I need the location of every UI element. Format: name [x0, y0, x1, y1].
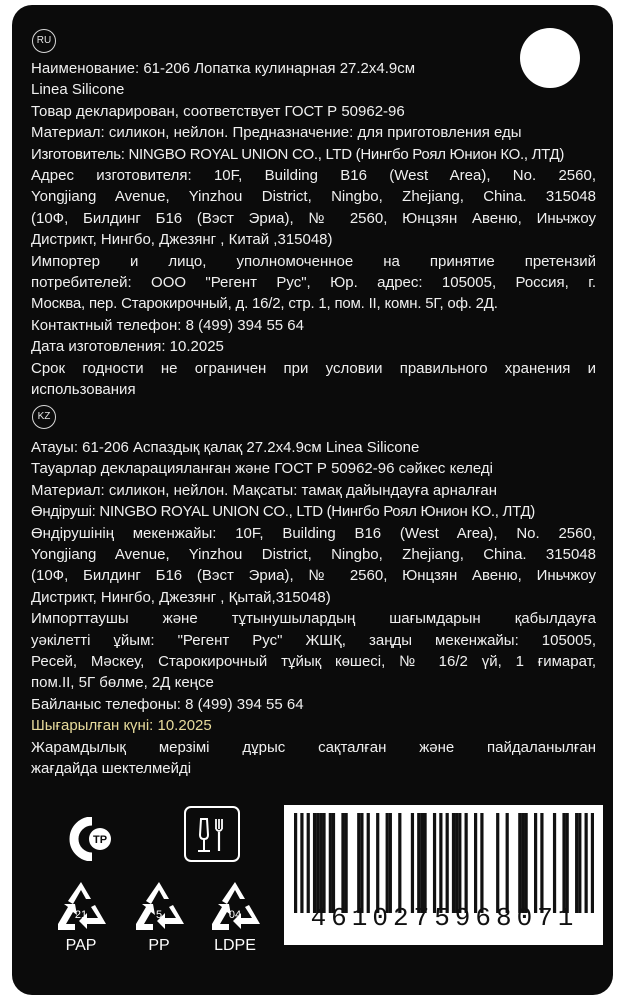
- barcode-bar: [376, 813, 379, 913]
- barcode-bar: [540, 813, 543, 913]
- recycling-code: 5: [155, 909, 163, 921]
- ru-line: потребителей: ООО "Регент Рус", Юр. адрес: 105005, Россия, г.: [31, 274, 596, 292]
- barcode-bar: [417, 813, 420, 913]
- ru-line: (10Ф, Билдинг Б16 (Вэст Эриа), № 2560, Юнцзян Авеню, Иньчжоу: [31, 209, 596, 227]
- barcode-bar: [316, 813, 319, 913]
- barcode-bar: [591, 813, 594, 913]
- kz-line: Тауарлар декларацияланған және ГОСТ Р 50962-96 сәйкес келеді: [31, 460, 494, 478]
- barcode-bar: [566, 813, 569, 913]
- barcode-bar: [446, 813, 449, 913]
- kz-line: уәкілетті ұйым: "Регент Рус" ЖШҚ, заңды мекенжайы: 105005,: [31, 631, 596, 649]
- barcode-bar: [423, 813, 426, 913]
- recycle-icon: [127, 877, 191, 935]
- kz-line: Шығарылған күні: 10.2025: [31, 717, 212, 735]
- barcode-bar: [420, 813, 423, 913]
- product-label-card: [12, 5, 613, 995]
- barcode-bar: [433, 813, 436, 913]
- barcode-bar: [386, 813, 389, 913]
- recycling-label: PP: [148, 937, 170, 954]
- kz-line: жағдайда шектелмейді: [31, 760, 192, 778]
- barcode-bar: [452, 813, 455, 913]
- food-contact-icon: [183, 805, 241, 863]
- barcode-bar: [525, 813, 528, 913]
- kz-line: Өндірушінің мекенжайы: 10F, Building B16 (West Area), No. 2560,: [31, 524, 596, 542]
- barcode-bar: [300, 813, 303, 913]
- barcode-bar: [562, 813, 565, 913]
- barcode-bar: [411, 813, 414, 913]
- recycling-symbol-ldpe: [203, 877, 267, 965]
- barcode-bar: [389, 813, 392, 913]
- barcode-bar: [345, 813, 348, 913]
- recycle-icon: [49, 877, 113, 935]
- barcode-bar: [367, 813, 370, 913]
- kz-line: Жарамдылық мерзімі дұрыс сақталған және пайдаланылған: [31, 738, 596, 756]
- recycle-icon: [203, 877, 267, 935]
- kz-language-badge: KZ: [32, 405, 56, 429]
- kz-line: Ресей, Мәскеу, Старокирочный тұйық көшесі, № 16/2 үй, 1 ғимарат,: [31, 653, 596, 671]
- ru-line: Дата изготовления: 10.2025: [31, 338, 224, 356]
- barcode-bar: [534, 813, 537, 913]
- ru-line: Импортер и лицо, уполномоченное на принятие претензий: [31, 252, 596, 270]
- ru-line: Yongjiang Avenue, Yinzhou District, Ningbo, Zhejiang, China. 315048: [31, 188, 596, 206]
- barcode-bar: [455, 813, 458, 913]
- recycling-symbol-pap: [49, 877, 113, 965]
- kz-line: Импорттаушы және тұтынушылардың шағымдарын қабылдауға: [31, 610, 596, 628]
- barcode-bar: [474, 813, 477, 913]
- ru-line: Дистрикт, Нингбо, Джезянг , Китай ,315048): [31, 231, 333, 249]
- barcode-bar: [332, 813, 335, 913]
- ru-line: Материал: силикон, нейлон. Предназначение: для приготовления еды: [31, 124, 522, 142]
- ru-line: Изготовитель: NINGBO ROYAL UNION CO., LTD (Нингбо Роял Юнион КО., ЛТД): [31, 145, 565, 163]
- barcode-bar: [458, 813, 461, 913]
- recycling-label: PAP: [65, 937, 97, 954]
- barcode-bar: [496, 813, 499, 913]
- ru-line: Наименование: 61-206 Лопатка кулинарная 27.2x4.9см: [31, 60, 416, 77]
- ctr-certification-icon: [62, 817, 132, 861]
- barcode-bar: [329, 813, 332, 913]
- barcode-bar: [585, 813, 588, 913]
- ean13-barcode: [284, 805, 603, 945]
- ctr-mark-text: ТР: [92, 834, 108, 846]
- ru-line: Контактный телефон: 8 (499) 394 55 64: [31, 316, 304, 334]
- barcode-bar: [322, 813, 325, 913]
- barcode-bar: [307, 813, 310, 913]
- kz-line: пом.II, 5Г бөлме, 2Д кеңсе: [31, 674, 214, 692]
- barcode-bar: [313, 813, 316, 913]
- recycling-label: LDPE: [214, 937, 256, 954]
- recycling-code: 21: [74, 909, 88, 921]
- ru-line: Linea Silicone: [31, 81, 125, 99]
- kz-line: Материал: силикон, нейлон. Мақсаты: тамақ дайындауға арналған: [31, 481, 498, 499]
- barcode-bar: [553, 813, 556, 913]
- barcode-number: 4610275968071: [310, 903, 579, 933]
- recycling-code: 04: [228, 909, 242, 921]
- ru-line: Москва, пер. Старокирочный, д. 16/2, стр. 1, пом. II, комн. 5Г, оф. 2Д.: [31, 295, 498, 313]
- barcode-bar: [341, 813, 344, 913]
- barcode-bar: [578, 813, 581, 913]
- kz-text-block: [31, 437, 596, 780]
- kz-line: Байланыс телефоны: 8 (499) 394 55 64: [31, 695, 304, 713]
- barcode-bar: [506, 813, 509, 913]
- barcode-bar: [439, 813, 442, 913]
- ru-line: Товар декларирован, соответствует ГОСТ Р 50962-96: [31, 102, 405, 120]
- barcode-bar: [521, 813, 524, 913]
- barcode-bar: [575, 813, 578, 913]
- ru-line: использования: [31, 381, 136, 399]
- barcode-bar: [480, 813, 483, 913]
- kz-line: Дистрикт, Нингбо, Джезянг , Қытай,315048): [31, 588, 331, 606]
- ru-language-badge: RU: [32, 29, 56, 53]
- barcode-bar: [518, 813, 521, 913]
- barcode-bar: [360, 813, 363, 913]
- kz-line: Өндіруші: NINGBO ROYAL UNION CO., LTD (Нингбо Роял Юнион КО., ЛТД): [31, 503, 535, 521]
- barcode-bar: [465, 813, 468, 913]
- ru-text-block: [31, 58, 596, 401]
- barcode-bar: [294, 813, 297, 913]
- barcode-bar: [398, 813, 401, 913]
- barcode-bars: [294, 813, 594, 913]
- kz-line: Yongjiang Avenue, Yinzhou District, Ningbo, Zhejiang, China. 315048: [31, 546, 596, 564]
- barcode-bar: [319, 813, 322, 913]
- ru-line: Адрес изготовителя: 10F, Building B16 (West Area), No. 2560,: [31, 167, 596, 185]
- barcode-bar: [357, 813, 360, 913]
- ru-line: Срок годности не ограничен при условии правильного хранения и: [31, 359, 596, 377]
- kz-line: (10Ф, Билдинг Б16 (Вэст Эриа), № 2560, Юнцзян Авеню, Иньчжоу: [31, 567, 596, 585]
- kz-line: Атауы: 61-206 Аспаздық қалақ 27.2x4.9см Linea Silicone: [31, 439, 420, 456]
- recycling-symbol-pp: [127, 877, 191, 965]
